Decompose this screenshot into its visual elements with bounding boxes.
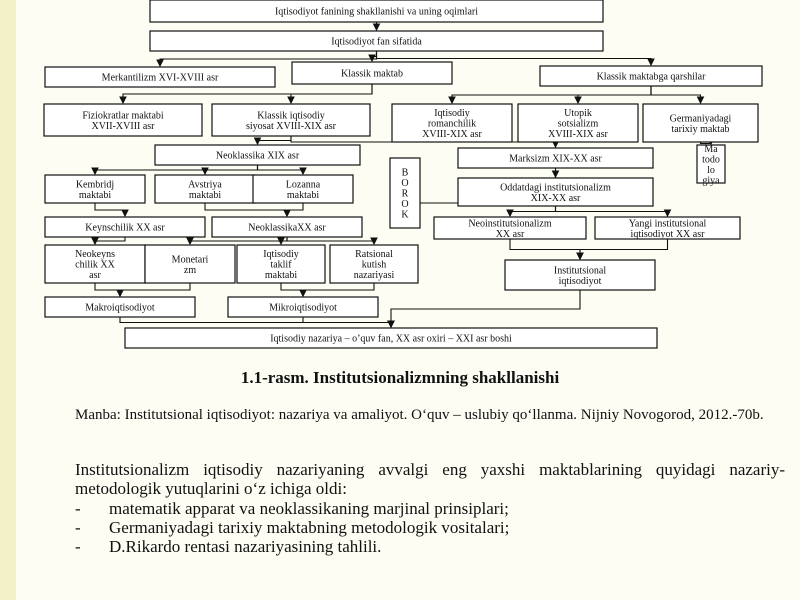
node-label: Makroiqtisodiyot: [85, 302, 155, 314]
diagram-node: [330, 245, 418, 283]
node-label: siyosat XVIII-XIX asr: [246, 120, 336, 132]
node-label: Fiziokratlar maktabi: [82, 110, 164, 122]
node-label: nazariyasi: [353, 270, 395, 281]
node-label: kutish: [361, 259, 387, 271]
list-item: [75, 537, 785, 556]
node-label: zm: [183, 264, 197, 276]
diagram-node: [150, 0, 603, 22]
connector-arrow: [95, 283, 120, 296]
connector-arrow: [651, 86, 701, 103]
achievements-list: [75, 499, 785, 556]
node-label: chilik XX: [75, 259, 115, 271]
diagram-node: [458, 178, 653, 206]
connector-arrow: [510, 239, 580, 259]
node-label: maktabi: [78, 189, 112, 201]
node-label: iqtisodiyot: [558, 275, 602, 287]
node-label: Klassik iqtisodiy: [257, 110, 325, 122]
node-label: Germaniyadagi: [669, 113, 732, 125]
connector-arrow: [258, 165, 304, 174]
diagram-node: [697, 144, 725, 187]
node-label: Neoklassika XIX asr: [215, 150, 300, 162]
list-dash: -: [75, 518, 81, 537]
connector-arrow: [291, 84, 372, 103]
node-label: Iqtisodiy: [434, 108, 470, 119]
list-item-text: D.Rikardo rentasi nazariyasining tahlili.: [109, 537, 382, 556]
node-label: Oddatdagi institutsionalizm: [500, 182, 611, 194]
diagram-node: [390, 158, 420, 228]
node-label: Keynschilik XX asr: [85, 222, 165, 234]
node-label: Lozanna: [285, 179, 321, 191]
list-item-text: Germaniyadagi tarixiy maktabning metodologik vositalari;: [109, 518, 510, 537]
node-label: maktabi: [264, 270, 298, 281]
node-label: Marksizm XIX-XX asr: [509, 153, 602, 165]
connector-arrow: [190, 237, 287, 244]
source-note: Manba: Institutsional iqtisodiyot: nazariya va amaliyot. O‘quv – uslubiy qo‘llanma. Nijniy Novogorod, 2012.-70b.: [75, 407, 764, 423]
node-label: B: [401, 167, 409, 179]
diagram-node: [44, 104, 202, 136]
connector-arrow: [95, 203, 125, 216]
connector-arrow: [205, 165, 258, 174]
diagram-node: [434, 217, 586, 240]
node-label: Mikroiqtisodiyot: [269, 302, 337, 314]
diagram-node: [145, 245, 235, 283]
node-label: lo: [707, 164, 715, 176]
node-label: Iqtisodiy: [263, 249, 299, 260]
list-dash: -: [75, 499, 81, 518]
connector-arrow: [303, 283, 374, 296]
node-label: R: [401, 188, 409, 200]
node-label: Merkantilizm XVI-XVIII asr: [101, 72, 219, 84]
diagram-node: [125, 328, 657, 348]
node-label: Neoinstitutsionalizm: [468, 218, 552, 230]
figure-caption: 1.1-rasm. Institutsionalizmning shakllanishi: [240, 368, 560, 387]
node-label: Utopik: [564, 108, 592, 119]
diagram-node: [150, 31, 603, 51]
node-label: O: [401, 178, 409, 189]
node-label: Yangi institutsional: [628, 218, 707, 230]
node-label: Neokeyns: [75, 249, 115, 260]
diagram-node: [45, 175, 145, 203]
list-item-text: matematik apparat va neoklassikaning marjinal prinsiplari;: [109, 499, 509, 518]
diagram-node: [643, 104, 758, 142]
diagram-node: [392, 104, 512, 142]
node-label: Avstriya: [188, 179, 222, 191]
connector-arrow: [391, 290, 580, 327]
node-label: Monetari: [171, 254, 209, 266]
diagram-node: [540, 66, 762, 86]
connector-arrow: [510, 206, 556, 216]
node-label: XVIII-XIX asr: [548, 129, 608, 140]
connector-arrow: [580, 239, 668, 259]
node-label: O: [401, 199, 409, 210]
node-label: sotsializm: [557, 118, 599, 130]
node-label: XX asr: [495, 228, 525, 240]
list-item: [75, 499, 785, 518]
node-label: Ratsional: [355, 249, 393, 260]
node-label: giya: [702, 175, 720, 187]
connector-arrow: [556, 206, 668, 216]
connector-arrow: [120, 283, 190, 296]
diagram-node: [595, 217, 740, 240]
diagram-node: [155, 145, 360, 165]
connector-arrow: [287, 203, 303, 216]
diagram-node: [45, 297, 195, 317]
diagram-node: [518, 104, 638, 142]
diagram-node: [45, 67, 275, 87]
node-label: tarixiy maktab: [671, 123, 730, 135]
node-label: Iqtisodiy nazariya – o’quv fan, XX asr oxiri – XXI asr boshi: [270, 333, 512, 345]
node-label: taklif: [270, 259, 292, 271]
node-label: Iqtisodiyot fanining shakllanishi va uning oqimlari: [274, 6, 479, 18]
body-paragraph: Institutsionalizm iqtisodiy nazariyaning avvalgi eng yaxshi maktablarining quyidagi nazariy-metodologik yutuqlarini o‘z ichiga oldi:: [75, 460, 785, 498]
diagram-node: [45, 245, 145, 283]
connector-arrow: [95, 237, 125, 244]
connector-arrow: [205, 203, 287, 216]
diagram-node: [237, 245, 325, 283]
list-dash: -: [75, 537, 81, 556]
node-label: Klassik maktabga qarshilar: [596, 71, 706, 83]
diagram-node: [253, 175, 353, 203]
connector-arrow: [578, 86, 651, 103]
node-label: Iqtisodiyot fan sifatida: [331, 36, 422, 48]
connector-arrow: [303, 317, 391, 327]
node-label: Klassik maktab: [341, 68, 403, 80]
diagram-node: [155, 175, 255, 203]
node-label: XIX-XX asr: [530, 192, 581, 204]
node-label: XVII-XVIII asr: [91, 120, 155, 132]
connector-arrow: [258, 136, 292, 144]
node-label: iqtisodiyot XX asr: [630, 228, 705, 240]
node-label: maktabi: [188, 189, 222, 201]
list-item: [75, 518, 785, 537]
diagram-node: [228, 297, 378, 317]
diagram-node: [212, 104, 370, 136]
node-label: maktabi: [286, 189, 320, 201]
connector-arrow: [287, 237, 374, 244]
node-label: NeoklassikaXX asr: [248, 222, 326, 234]
diagram-node: [458, 148, 653, 168]
node-label: K: [401, 209, 409, 221]
node-label: Institutsional: [553, 265, 607, 277]
node-label: Kembridj: [75, 179, 115, 191]
diagram-node: [212, 217, 362, 237]
connector-arrow: [281, 283, 303, 296]
node-label: asr: [89, 270, 101, 281]
node-label: Ma: [704, 143, 718, 155]
node-label: XVIII-XIX asr: [422, 129, 482, 140]
node-label: todo: [702, 154, 720, 166]
diagram-node: [505, 260, 655, 290]
diagram-node: [292, 62, 452, 84]
diagram-node: [45, 217, 205, 237]
connector-arrow: [281, 237, 287, 244]
node-label: romanchilik: [427, 118, 477, 130]
